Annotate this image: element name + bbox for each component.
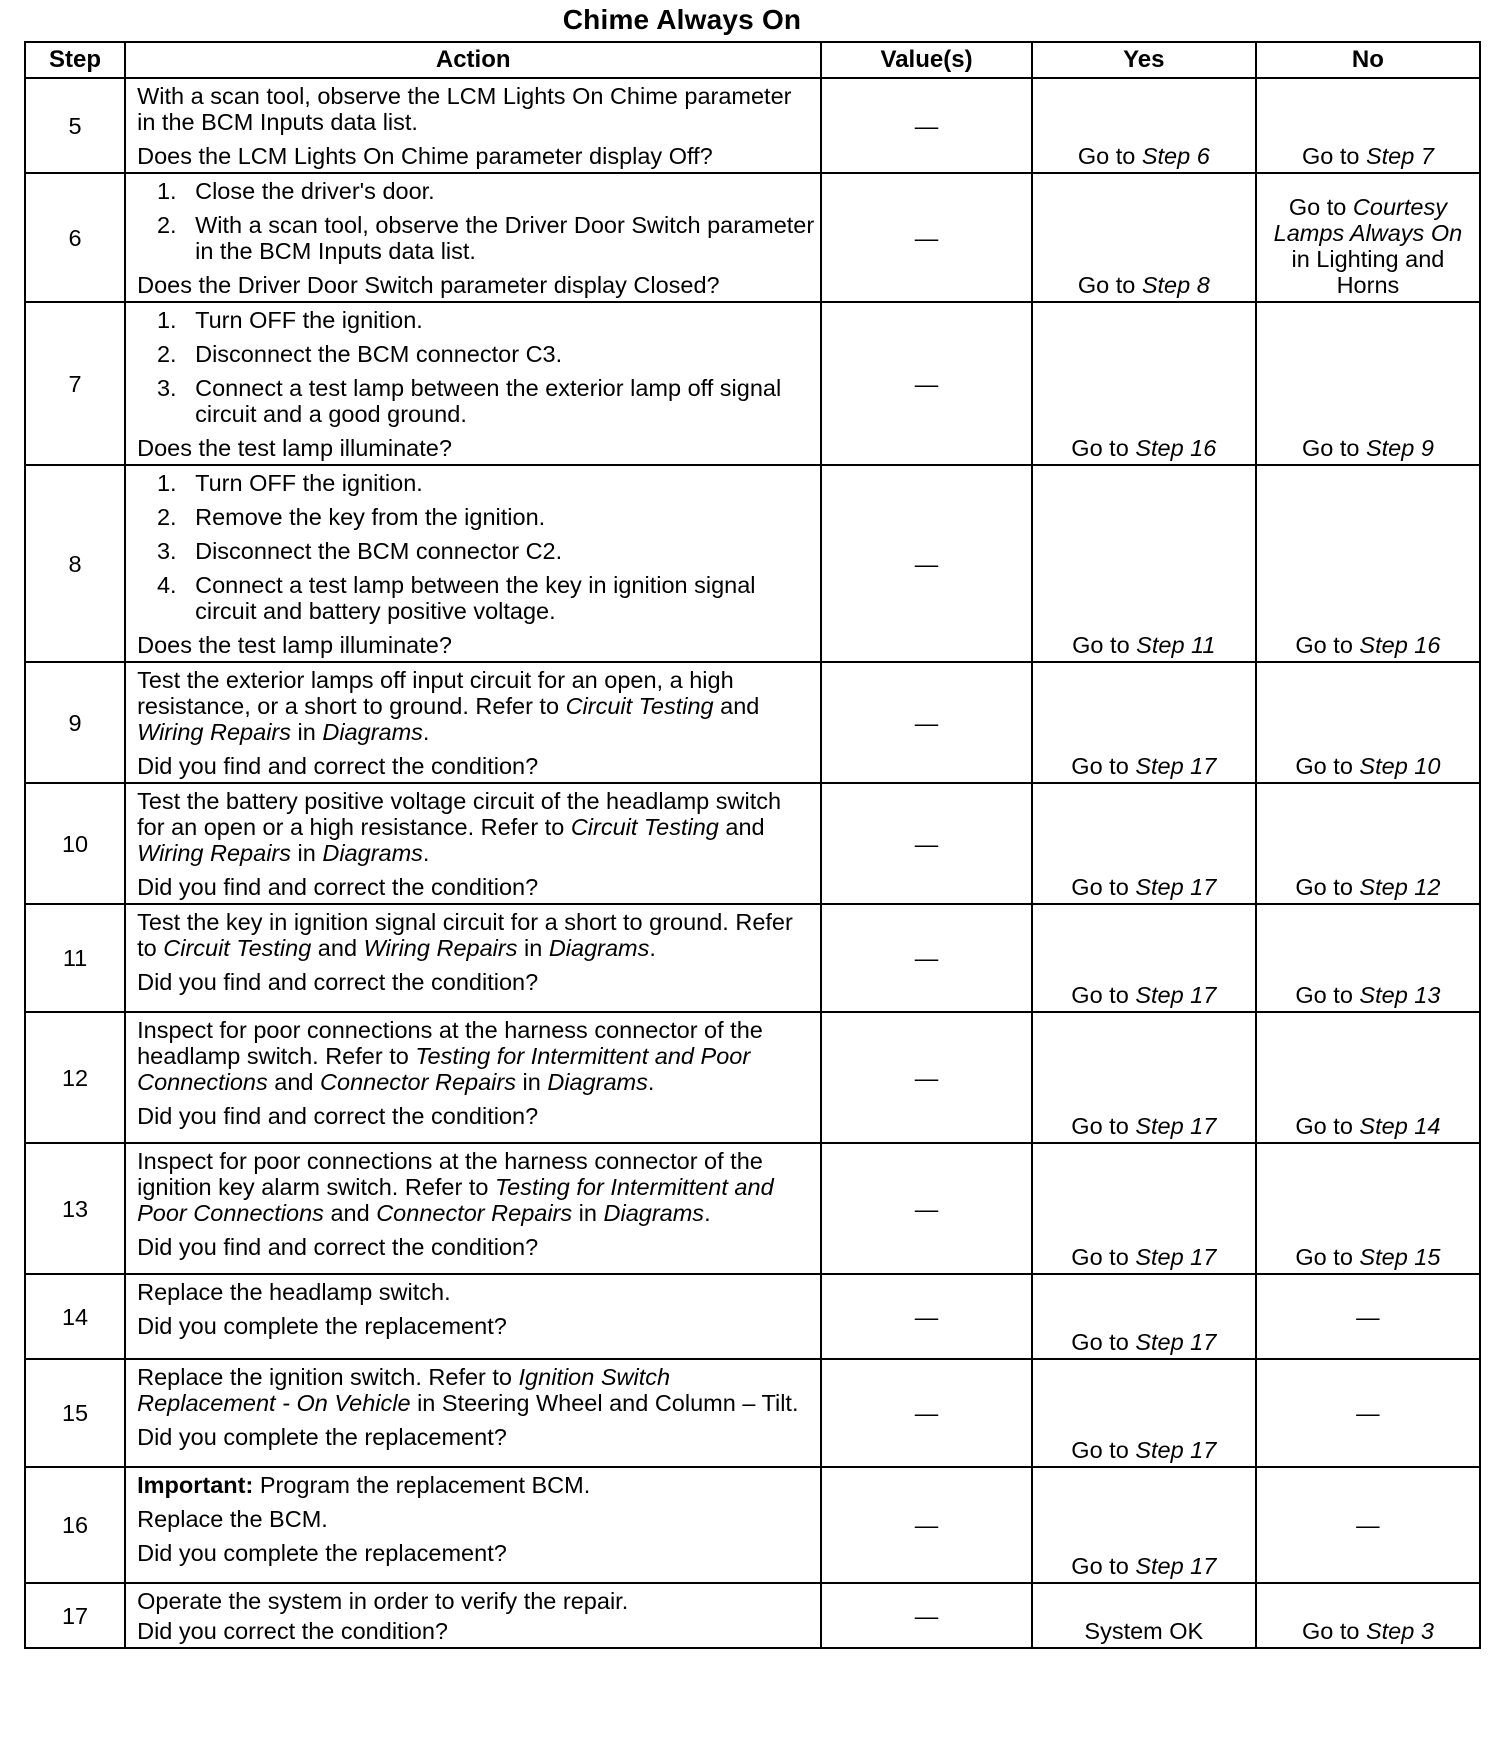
action-text: Test the key in ignition signal circuit for a short to ground. Refer to Circuit Testing and Wiring Repairs in Diagrams. [137,909,793,961]
step-number: 9 [25,662,125,783]
important-note [137,1472,814,1498]
step-number: 13 [25,1143,125,1274]
table-row [25,783,1480,904]
action-cell [125,783,821,904]
action-cell [125,1012,821,1143]
value-cell: — [821,904,1031,1012]
action-text: Replace the headlamp switch. [137,1279,451,1305]
no-result: Go to Step 13 [1295,982,1441,1008]
action-step-item: 1. Close the driver's door. [183,178,814,204]
yes-result: System OK [1084,1618,1204,1644]
action-step-item: 2. With a scan tool, observe the Driver Door Switch parameter in the BCM Inputs data list. [183,212,814,264]
action-text: Test the exterior lamps off input circuit for an open, a high resistance, or a short to ground. Refer to Circuit Testing and Wiring Repairs in Diagrams. [137,667,760,745]
action-question: Did you find and correct the condition? [137,969,539,995]
no-cell [1256,1012,1480,1143]
action-cell [125,302,821,465]
step-number: 7 [25,302,125,465]
step-number: 15 [25,1359,125,1467]
action-question: Did you find and correct the condition? [137,874,539,900]
header-row [25,42,1480,78]
table-row [25,904,1480,1012]
action-steps [137,178,814,264]
action-text: Inspect for poor connections at the harness connector of the headlamp switch. Refer to Testing for Intermittent and Poor Connections and Connector Repairs in Diagrams. [137,1017,763,1095]
yes-result: Go to Step 17 [1071,1553,1217,1579]
table-row [25,1143,1480,1274]
yes-result: Go to Step 6 [1077,143,1210,169]
table-row [25,465,1480,662]
yes-result: Go to Step 17 [1071,1113,1217,1139]
table-row [25,1274,1480,1359]
no-result: Go to Step 16 [1295,632,1441,658]
step-number: 11 [25,904,125,1012]
no-cell [1256,1143,1480,1274]
yes-result: Go to Step 17 [1071,753,1217,779]
yes-result: Go to Step 17 [1071,874,1217,900]
yes-result: Go to Step 17 [1071,1329,1217,1355]
yes-cell [1032,1467,1256,1583]
no-cell [1256,465,1480,662]
no-result: Go to Step 10 [1295,753,1441,779]
diagnostic-table [24,41,1481,1649]
value-cell: — [821,783,1031,904]
no-result: Go to Step 14 [1295,1113,1441,1139]
yes-result: Go to Step 16 [1071,435,1217,461]
value-cell: — [821,465,1031,662]
yes-cell [1032,1359,1256,1467]
action-cell [125,173,821,302]
value-cell: — [821,1467,1031,1583]
action-question: Did you complete the replacement? [137,1313,507,1339]
action-question: Does the LCM Lights On Chime parameter display Off? [137,143,713,169]
action-question: Did you correct the condition? [137,1618,449,1644]
page-title: Chime Always On [562,4,802,35]
table-row [25,302,1480,465]
yes-cell [1032,173,1256,302]
action-text: Replace the BCM. [137,1506,328,1532]
no-cell: — [1256,1274,1480,1359]
step-number: 12 [25,1012,125,1143]
action-step-item: 1. Turn OFF the ignition. [183,307,814,333]
action-cell [125,1467,821,1583]
yes-cell [1032,662,1256,783]
action-cell [125,662,821,783]
no-result: Go to Step 3 [1301,1618,1434,1644]
action-cell [125,1143,821,1274]
action-text: Test the battery positive voltage circuit of the headlamp switch for an open or a high resistance. Refer to Circuit Testing and Wiring Repairs in Diagrams. [137,788,782,866]
action-step-item: 1. Turn OFF the ignition. [183,470,814,496]
no-cell [1256,302,1480,465]
value-cell: — [821,1583,1031,1648]
no-result: Go to Step 12 [1295,874,1441,900]
yes-cell [1032,78,1256,173]
header-no: No [1256,42,1480,78]
step-number: 14 [25,1274,125,1359]
no-cell [1256,904,1480,1012]
no-result: Go to Step 15 [1295,1244,1441,1270]
action-step-item: 2. Remove the key from the ignition. [183,504,814,530]
action-text: With a scan tool, observe the LCM Lights On Chime parameter in the BCM Inputs data list. [137,83,792,135]
table-row [25,173,1480,302]
action-cell [125,465,821,662]
no-cell: — [1256,1359,1480,1467]
yes-result: Go to Step 17 [1071,1437,1217,1463]
action-text: Operate the system in order to verify the repair. [137,1588,629,1614]
value-cell: — [821,1012,1031,1143]
step-number: 5 [25,78,125,173]
yes-cell [1032,783,1256,904]
action-steps [137,307,814,427]
action-step-item: 3. Connect a test lamp between the exterior lamp off signal circuit and a good ground. [183,375,814,427]
important-text: Program the replacement BCM. [259,1472,591,1498]
yes-cell [1032,904,1256,1012]
action-question: Does the Driver Door Switch parameter display Closed? [137,272,720,298]
no-cell [1256,78,1480,173]
table-row [25,78,1480,173]
step-number: 17 [25,1583,125,1648]
value-cell: — [821,78,1031,173]
yes-cell [1032,1583,1256,1648]
action-step-item: 2. Disconnect the BCM connector C3. [183,341,814,367]
action-steps [137,470,814,624]
table-row [25,1583,1480,1648]
table-row [25,1012,1480,1143]
action-question: Did you find and correct the condition? [137,1103,539,1129]
action-question: Did you complete the replacement? [137,1424,507,1450]
no-result: Go to Courtesy Lamps Always On in Lighting and Horns [1273,194,1463,298]
no-result: Go to Step 9 [1301,435,1434,461]
step-number: 16 [25,1467,125,1583]
yes-result: Go to Step 17 [1071,982,1217,1008]
action-cell [125,904,821,1012]
action-question: Does the test lamp illuminate? [137,632,452,658]
action-cell [125,78,821,173]
action-step-item: 3. Disconnect the BCM connector C2. [183,538,814,564]
no-result: Go to Step 7 [1301,143,1434,169]
action-text: Inspect for poor connections at the harness connector of the ignition key alarm switch. Refer to Testing for Intermittent and Poor Connections and Connector Repairs in Diagrams. [137,1148,774,1226]
no-cell [1256,173,1480,302]
action-cell [125,1359,821,1467]
step-number: 6 [25,173,125,302]
yes-cell [1032,302,1256,465]
step-number: 10 [25,783,125,904]
table-row [25,662,1480,783]
no-cell [1256,662,1480,783]
action-question: Did you find and correct the condition? [137,753,539,779]
action-question: Did you complete the replacement? [137,1540,507,1566]
no-cell [1256,783,1480,904]
yes-cell [1032,465,1256,662]
important-label: Important: [137,1472,254,1498]
value-cell: — [821,662,1031,783]
action-step-item: 4. Connect a test lamp between the key in ignition signal circuit and battery positive voltage. [183,572,814,624]
action-text: Replace the ignition switch. Refer to Ignition Switch Replacement - On Vehicle in Steering Wheel and Column – Tilt. [137,1364,799,1416]
step-number: 8 [25,465,125,662]
header-yes: Yes [1032,42,1256,78]
yes-result: Go to Step 11 [1072,632,1216,658]
yes-result: Go to Step 8 [1077,272,1210,298]
action-question: Does the test lamp illuminate? [137,435,452,461]
value-cell: — [821,302,1031,465]
value-cell: — [821,1359,1031,1467]
no-cell: — [1256,1467,1480,1583]
header-values: Value(s) [821,42,1031,78]
yes-cell [1032,1274,1256,1359]
yes-cell [1032,1143,1256,1274]
value-cell: — [821,1274,1031,1359]
value-cell: — [821,173,1031,302]
yes-cell [1032,1012,1256,1143]
header-action: Action [125,42,821,78]
action-cell [125,1274,821,1359]
table-row [25,1467,1480,1583]
value-cell: — [821,1143,1031,1274]
action-cell [125,1583,821,1648]
yes-result: Go to Step 17 [1071,1244,1217,1270]
action-question: Did you find and correct the condition? [137,1234,539,1260]
header-step: Step [25,42,125,78]
table-row [25,1359,1480,1467]
no-cell [1256,1583,1480,1648]
